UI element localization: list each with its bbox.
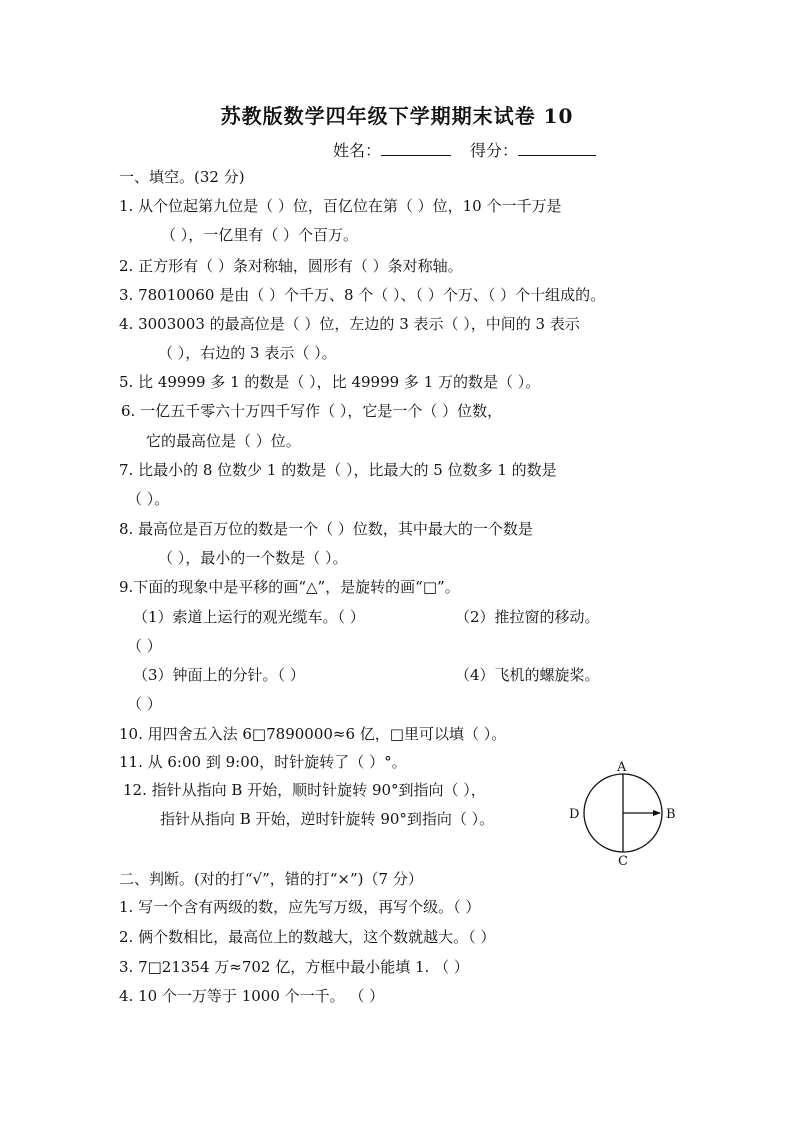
question-4-line-2: （ ），右边的 3 表示（ ）。 — [158, 344, 337, 362]
question-8-line-2: （ ），最小的一个数是（ ）。 — [158, 549, 348, 567]
question-1-line-2: （ ），一亿里有（ ）个百万。 — [161, 226, 359, 244]
score-blank — [518, 139, 596, 156]
judgment-2: 2. 俩个数相比，最高位上的数越大，这个数就越大。（ ） — [119, 928, 496, 946]
pointer-arrowhead — [653, 810, 661, 816]
section-1-heading: 一、填空。(32 分) — [119, 168, 245, 186]
question-10: 10. 用四舍五入法 6□7890000≈6 亿，□里可以填（ ）。 — [119, 725, 507, 743]
label-d: D — [569, 807, 580, 822]
score-label: 得分： — [470, 141, 519, 160]
question-9-item-4-blank: （ ） — [127, 695, 162, 713]
question-12-line-1: 12. 指针从指向 B 开始，顺时针旋转 90°到指向（ ）， — [123, 781, 486, 799]
label-a: A — [617, 760, 627, 775]
section-2-heading: 二、判断。(对的打“√”，错的打“×”)（7 分） — [119, 870, 423, 888]
question-9-item-2: （2）推拉窗的移动。 — [455, 608, 600, 626]
question-11: 11. 从 6:00 到 9:00，时针旋转了（ ）°。 — [119, 753, 407, 771]
page-title: 苏教版数学四年级下学期期末试卷 10 — [220, 104, 574, 128]
question-1-line-1: 1. 从个位起第九位是（ ）位，百亿位在第（ ）位，10 个一千万是 — [119, 197, 562, 215]
question-8-line-1: 8. 最高位是百万位的数是一个（ ）位数，其中最大的一个数是 — [119, 520, 533, 538]
question-9-prompt: 9.下面的现象中是平移的画“△”，是旋转的画“□”。 — [119, 578, 460, 596]
question-5: 5. 比 49999 多 1 的数是（ ），比 49999 多 1 万的数是（ ）。 — [119, 373, 541, 391]
question-4-line-1: 4. 3003003 的最高位是（ ）位，左边的 3 表示（ ），中间的 3 表示 — [119, 315, 580, 333]
judgment-1: 1. 写一个含有两级的数，应先写万级，再写个级。（ ） — [119, 898, 481, 916]
question-7-line-2: （ ）。 — [127, 490, 170, 508]
question-6-line-1: 6. 一亿五千零六十万四千写作（ ），它是一个（ ）位数， — [121, 402, 503, 420]
label-b: B — [666, 807, 676, 822]
name-field — [333, 138, 451, 161]
clock-dial-figure — [562, 756, 692, 868]
question-2: 2. 正方形有（ ）条对称轴，圆形有（ ）条对称轴。 — [119, 257, 463, 275]
judgment-4: 4. 10 个一万等于 1000 个一千。 （ ） — [119, 987, 385, 1005]
question-12-line-2: 指针从指向 B 开始，逆时针旋转 90°到指向（ ）。 — [160, 810, 495, 828]
judgment-3: 3. 7□21354 万≈702 亿，方框中最小能填 1. （ ） — [119, 958, 469, 976]
question-9-item-2-blank: （ ） — [127, 637, 162, 655]
question-3: 3. 78010060 是由（ ）个千万、8 个（ ）、（ ）个万、（ ）个十组成的。 — [119, 286, 606, 304]
label-c: C — [618, 854, 628, 868]
question-7-line-1: 7. 比最小的 8 位数少 1 的数是（ ），比最大的 5 位数多 1 的数是 — [119, 461, 557, 479]
score-field — [470, 138, 596, 161]
question-6-line-2: 它的最高位是（ ）位。 — [146, 432, 301, 450]
question-9-item-3: （3）钟面上的分针。（ ） — [133, 666, 305, 684]
question-9-item-4: （4）飞机的螺旋桨。 — [455, 666, 600, 684]
name-label: 姓名： — [333, 141, 382, 160]
name-blank — [381, 139, 451, 156]
question-9-item-1: （1）索道上运行的观光缆车。（ ） — [133, 608, 365, 626]
